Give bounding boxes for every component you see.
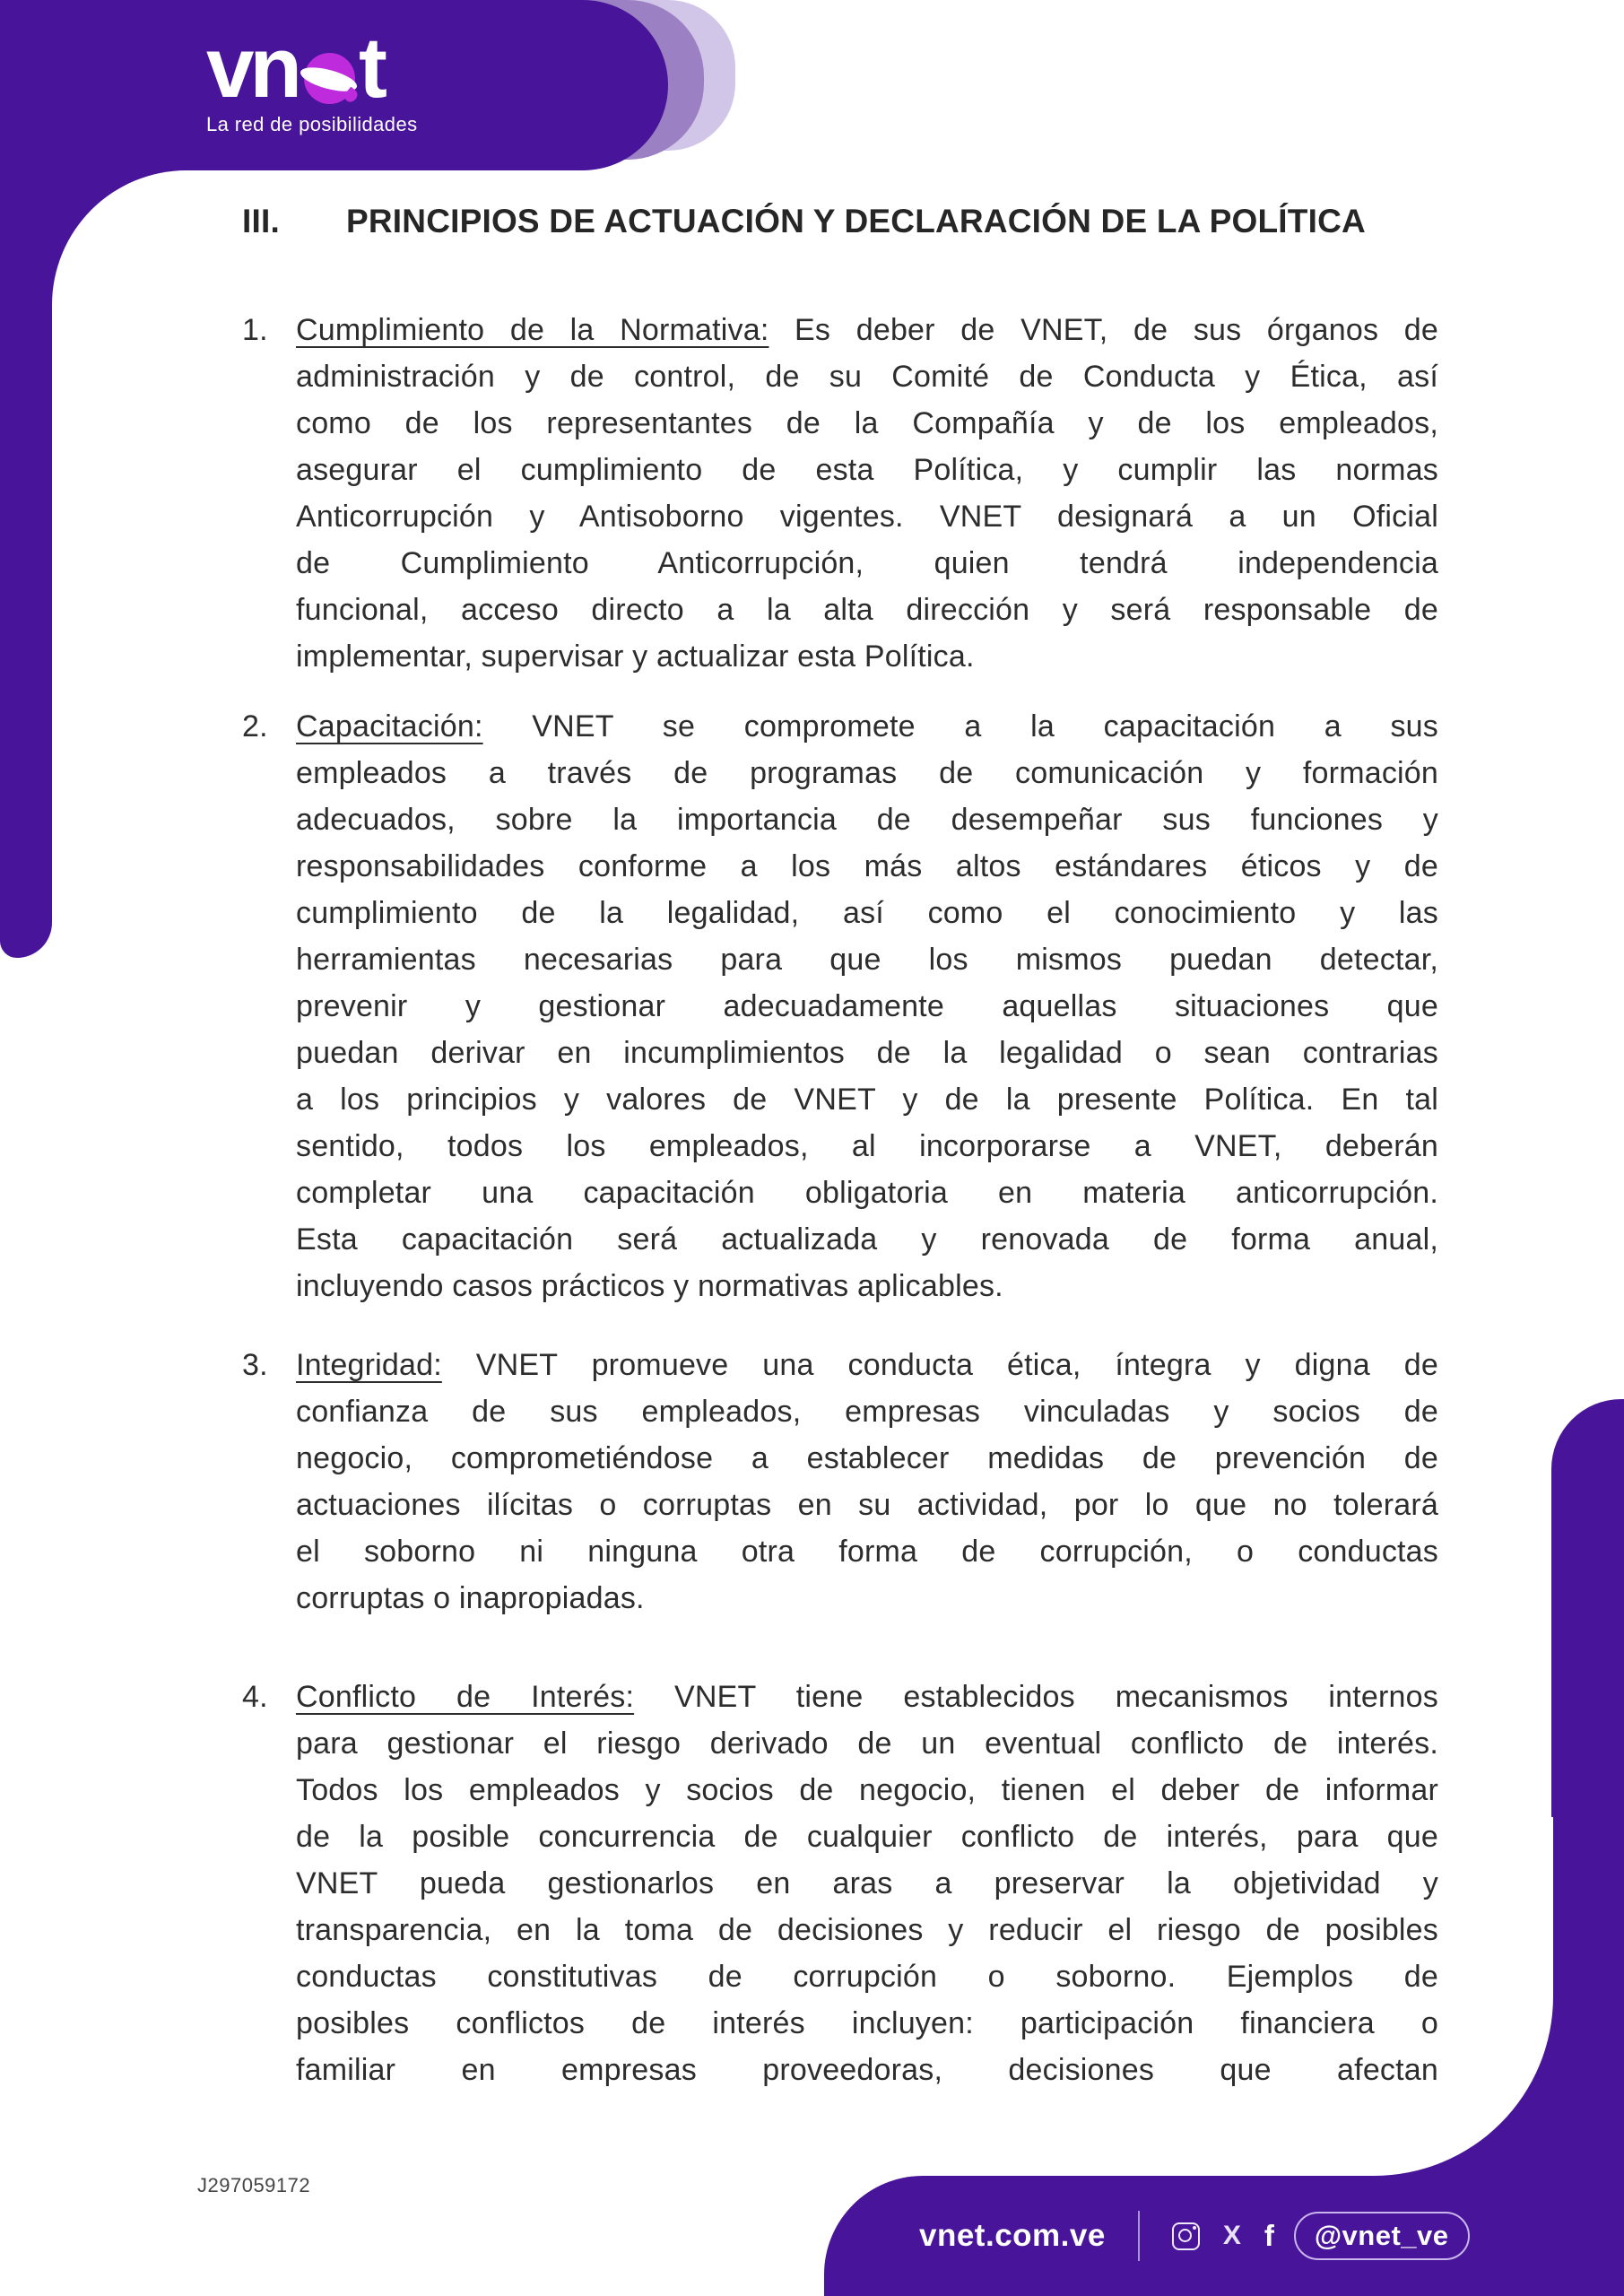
item-text-line: posibles conflictos de interés incluyen: participación financiera o [296,2006,1438,2040]
item-text-line: prevenir y gestionar adecuadamente aquellas situaciones que [296,989,1438,1023]
item-first-line-text: VNET tiene establecidos mecanismos internos [634,1680,1438,1714]
policy-item [242,1674,1438,2093]
item-text-line: VNET pueda gestionarlos en aras a preservar la objetividad y [296,1866,1438,1900]
vnet-logo [206,20,417,136]
item-first-line [296,307,1438,353]
section-heading [242,202,1438,241]
item-text-line: para gestionar el riesgo derivado de un eventual conflicto de interés. [296,1726,1438,1761]
item-text-line: transparencia, en la toma de decisiones y reducir el riesgo de posibles [296,1913,1438,1947]
item-number: 3. [242,1348,268,1382]
item-first-line-text: Es deber de VNET, de sus órganos de [769,313,1438,347]
item-text-line: como de los representantes de la Compañía y de los empleados, [296,406,1438,440]
logo-smiley-e-icon [304,53,355,104]
item-text-line: Anticorrupción y Antisoborno vigentes. VNET designará a un Oficial [296,500,1438,534]
item-text-line: confianza de sus empleados, empresas vinculadas y socios de [296,1395,1438,1429]
item-text-line: actuaciones ilícitas o corruptas en su actividad, por lo que no tolerará [296,1488,1438,1522]
footer-bar [824,2176,1624,2296]
footer-divider [1138,2211,1140,2261]
item-text-line: completar una capacitación obligatoria en materia anticorrupción. [296,1176,1438,1210]
item-label: Conflicto de Interés: [296,1680,635,1714]
policy-items-list [242,307,1438,2093]
item-text-line: funcional, acceso directo a la alta dirección y será responsable de [296,593,1438,627]
item-text-line: sentido, todos los empleados, al incorporarse a VNET, deberán [296,1129,1438,1163]
item-text-line: el soborno ni ninguna otra forma de corrupción, o conductas [296,1535,1438,1569]
item-number: 4. [242,1680,268,1714]
item-text-line: empleados a través de programas de comunicación y formación [296,756,1438,790]
logo-letter-t: t [359,20,383,116]
item-text-line: cumplimiento de la legalidad, así como el conocimiento y las [296,896,1438,930]
right-purple-strip [1551,1399,1624,2296]
section-number: III. [242,203,280,239]
item-first-line-text: VNET promueve una conducta ética, íntegra y digna de [441,1348,1438,1382]
policy-item [242,703,1438,1309]
item-text-line: Esta capacitación será actualizada y renovada de forma anual, [296,1222,1438,1257]
policy-item [242,307,1438,680]
item-text-line: adecuados, sobre la importancia de desempeñar sus funciones y [296,803,1438,837]
item-text-line: de Cumplimiento Anticorrupción, quien tendrá independencia [296,546,1438,580]
section-title: PRINCIPIOS DE ACTUACIÓN Y DECLARACIÓN DE LA POLÍTICA [346,203,1366,239]
instagram-icon [1172,2222,1200,2250]
logo-letters-vn: vn [206,20,299,116]
vnet-logo-wordmark [206,20,417,116]
item-first-line-text: VNET se compromete a la capacitación a sus [482,709,1438,744]
x-twitter-icon: X [1222,2221,1241,2250]
item-text-line: herramientas necesarias para que los mismos puedan detectar, [296,943,1438,977]
item-first-line [296,1342,1438,1388]
social-handle-badge: @vnet_ve [1294,2212,1470,2260]
facebook-icon: f [1264,2219,1274,2252]
item-first-line [296,703,1438,750]
document-content [242,202,1438,2093]
item-label: Capacitación: [296,709,483,744]
item-label: Integridad: [296,1348,442,1382]
item-text-line: responsabilidades conforme a los más altos estándares éticos y de [296,849,1438,883]
item-text-line: corruptas o inapropiadas. [296,1581,645,1615]
item-text-line: asegurar el cumplimiento de esta Política, y cumplir las normas [296,453,1438,487]
item-text-line: puedan derivar en incumplimientos de la legalidad o sean contrarias [296,1036,1438,1070]
item-text-line: a los principios y valores de VNET y de la presente Política. En tal [296,1083,1438,1117]
item-text-line: implementar, supervisar y actualizar esta Política. [296,639,975,674]
item-label: Cumplimiento de la Normativa: [296,313,769,347]
item-text-line: familiar en empresas proveedoras, decisiones que afectan [296,2053,1438,2087]
item-text-line: Todos los empleados y socios de negocio, tienen el deber de informar [296,1773,1438,1807]
item-number: 1. [242,313,268,347]
item-text-line: administración y de control, de su Comité de Conducta y Ética, así [296,360,1438,394]
item-text-line: incluyendo casos prácticos y normativas aplicables. [296,1269,1003,1303]
logo-tagline: La red de posibilidades [206,113,418,135]
item-text-line: de la posible concurrencia de cualquier conflicto de interés, para que [296,1820,1438,1854]
item-number: 2. [242,709,268,744]
item-first-line [296,1674,1438,1720]
left-purple-strip [0,0,52,958]
item-text-line: conductas constitutivas de corrupción o soborno. Ejemplos de [296,1960,1438,1994]
registration-number: J297059172 [197,2174,311,2196]
item-text-line: negocio, comprometiéndose a establecer medidas de prevención de [296,1441,1438,1475]
website-url: vnet.com.ve [919,2218,1106,2253]
policy-item [242,1342,1438,1622]
